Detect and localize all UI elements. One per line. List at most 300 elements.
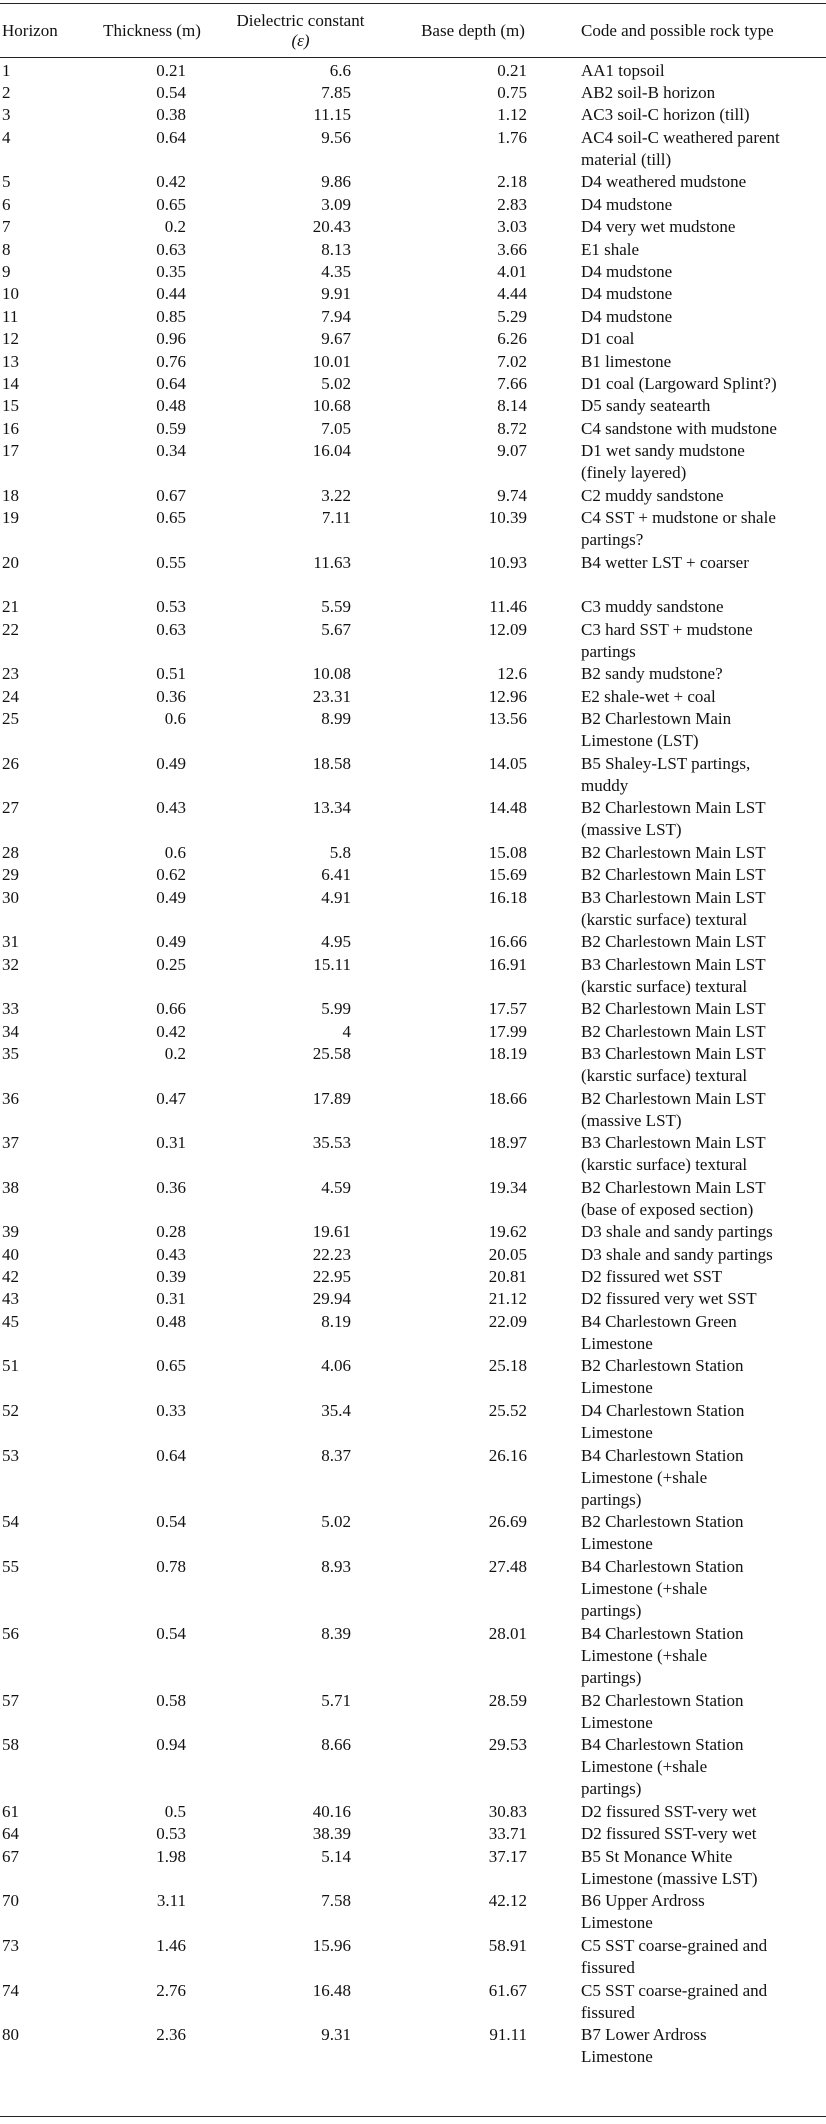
cell-code-line: Limestone (+shale xyxy=(581,1467,708,1487)
cell-code xyxy=(563,104,826,126)
cell-code-line: AC3 soil-C horizon (till) xyxy=(581,105,750,125)
cell-base-depth: 20.81 xyxy=(488,1267,527,1287)
cell-thickness: 0.58 xyxy=(156,1690,186,1710)
cell-code-line: C3 hard SST + mudstone xyxy=(581,619,753,639)
cell-code-line: B2 Charlestown Main LST xyxy=(581,1088,766,1108)
table-row xyxy=(0,1400,826,1445)
cell-code-line: fissured xyxy=(581,1957,635,1977)
cell-code xyxy=(563,171,826,193)
cell-horizon: 33 xyxy=(2,999,19,1019)
cell-code xyxy=(563,1021,826,1043)
cell-dielectric: 9.67 xyxy=(321,329,351,349)
cell-horizon: 2 xyxy=(2,83,11,102)
cell-code xyxy=(563,1266,826,1288)
cell-horizon: 22 xyxy=(2,619,19,639)
cell-code-line: D3 shale and sandy partings xyxy=(581,1222,773,1242)
rock-type-table xyxy=(0,3,826,2069)
cell-horizon: 53 xyxy=(2,1445,19,1465)
table-row xyxy=(0,842,826,864)
cell-code xyxy=(563,1288,826,1310)
cell-code xyxy=(563,1801,826,1823)
cell-thickness: 0.63 xyxy=(156,619,186,639)
cell-code-line: D2 fissured SST-very wet xyxy=(581,1824,757,1844)
cell-horizon: 64 xyxy=(2,1824,19,1844)
cell-code-line: B2 Charlestown Main LST xyxy=(581,1021,766,1041)
cell-dielectric: 13.34 xyxy=(312,798,351,818)
cell-base-depth: 42.12 xyxy=(488,1891,527,1911)
cell-thickness: 0.67 xyxy=(156,485,186,505)
cell-thickness: 0.5 xyxy=(164,1802,186,1822)
cell-thickness: 0.76 xyxy=(156,351,186,371)
cell-dielectric: 16.04 xyxy=(312,441,351,461)
cell-code-line: B2 Charlestown Main LST xyxy=(581,1177,766,1197)
cell-base-depth: 3.03 xyxy=(497,217,527,237)
cell-dielectric: 6.6 xyxy=(329,61,351,80)
header-horizon: Horizon xyxy=(2,20,58,40)
cell-horizon: 57 xyxy=(2,1690,19,1710)
cell-base-depth: 18.66 xyxy=(488,1088,527,1108)
cell-code-line: D4 weathered mudstone xyxy=(581,172,747,192)
cell-horizon: 56 xyxy=(2,1623,19,1643)
header-dielectric-label: Dielectric constant xyxy=(236,10,365,30)
table-row xyxy=(0,887,826,932)
cell-code xyxy=(563,2024,826,2069)
table-row xyxy=(0,663,826,685)
cell-dielectric: 10.68 xyxy=(312,396,351,416)
cell-code xyxy=(563,1734,826,1801)
cell-code xyxy=(563,194,826,216)
cell-dielectric: 29.94 xyxy=(312,1289,351,1309)
table-row xyxy=(0,1623,826,1690)
table-row xyxy=(0,1734,826,1801)
cell-thickness: 0.48 xyxy=(156,1311,186,1331)
cell-code-line: D4 mudstone xyxy=(581,261,673,281)
cell-horizon: 17 xyxy=(2,441,19,461)
table-row xyxy=(0,1177,826,1222)
table-row xyxy=(0,1221,826,1243)
cell-horizon: 15 xyxy=(2,396,19,416)
cell-horizon: 80 xyxy=(2,2025,19,2045)
header-base-depth: Base depth (m) xyxy=(421,20,525,40)
cell-horizon: 32 xyxy=(2,954,19,974)
table-row xyxy=(0,1801,826,1823)
table-row xyxy=(0,864,826,886)
cell-code-line: D1 coal (Largoward Splint?) xyxy=(581,373,777,393)
cell-code-line: C4 sandstone with mudstone xyxy=(581,418,777,438)
cell-code-line: D4 very wet mudstone xyxy=(581,217,736,237)
cell-horizon: 21 xyxy=(2,597,19,617)
cell-thickness: 0.64 xyxy=(156,373,186,393)
cell-horizon: 27 xyxy=(2,798,19,818)
cell-code-line: partings) xyxy=(581,1667,642,1687)
table-row xyxy=(0,1132,826,1177)
cell-code-line: D4 mudstone xyxy=(581,306,673,326)
header-dielectric xyxy=(218,4,383,58)
cell-thickness: 0.33 xyxy=(156,1401,186,1421)
cell-code xyxy=(563,1088,826,1133)
cell-base-depth: 4.44 xyxy=(497,284,527,304)
cell-code-line: B4 Charlestown Station xyxy=(581,1735,744,1755)
cell-dielectric: 8.37 xyxy=(321,1445,351,1465)
cell-base-depth: 25.52 xyxy=(488,1401,527,1421)
cell-dielectric: 3.09 xyxy=(321,194,351,214)
table-row xyxy=(0,2024,826,2069)
cell-code-line: Limestone (LST) xyxy=(581,731,699,750)
cell-thickness: 1.46 xyxy=(156,1935,186,1955)
cell-code xyxy=(563,1177,826,1222)
table-row xyxy=(0,708,826,753)
cell-code-line: Limestone xyxy=(581,1712,653,1732)
cell-code-line: B2 Charlestown Station xyxy=(581,1512,744,1532)
cell-horizon: 20 xyxy=(2,552,19,572)
cell-code-line: B2 Charlestown Station xyxy=(581,1356,744,1376)
table-row xyxy=(0,1021,826,1043)
cell-dielectric: 11.63 xyxy=(313,552,351,572)
cell-thickness: 0.62 xyxy=(156,865,186,885)
cell-code-line: C2 muddy sandstone xyxy=(581,485,724,505)
cell-dielectric: 5.67 xyxy=(321,619,351,639)
table-row xyxy=(0,239,826,261)
cell-horizon: 9 xyxy=(2,261,11,281)
cell-base-depth: 15.08 xyxy=(488,842,527,862)
table-row xyxy=(0,507,826,552)
cell-code-line: B2 Charlestown Main xyxy=(581,709,732,728)
cell-code xyxy=(563,216,826,238)
cell-dielectric: 20.43 xyxy=(312,217,351,237)
cell-code xyxy=(563,373,826,395)
cell-code-line: (massive LST) xyxy=(581,820,682,840)
cell-base-depth: 13.56 xyxy=(488,709,527,728)
cell-base-depth: 1.76 xyxy=(497,127,527,147)
cell-base-depth: 6.26 xyxy=(497,329,527,349)
cell-horizon: 10 xyxy=(2,284,19,304)
cell-thickness: 0.51 xyxy=(156,664,186,684)
cell-code xyxy=(563,1823,826,1845)
cell-horizon: 31 xyxy=(2,932,19,952)
cell-base-depth: 29.53 xyxy=(488,1735,527,1755)
cell-code-line: B2 Charlestown Station xyxy=(581,1690,744,1710)
table-row xyxy=(0,1288,826,1310)
cell-thickness: 3.11 xyxy=(156,1891,186,1911)
cell-thickness: 0.28 xyxy=(156,1222,186,1242)
cell-code-line: D4 mudstone xyxy=(581,284,673,304)
cell-thickness: 0.65 xyxy=(156,1356,186,1376)
cell-thickness: 0.63 xyxy=(156,239,186,259)
cell-code-line: B4 Charlestown Station xyxy=(581,1623,744,1643)
cell-dielectric: 4.59 xyxy=(321,1177,351,1197)
cell-dielectric: 18.58 xyxy=(312,753,351,773)
cell-code-line: E1 shale xyxy=(581,239,640,259)
cell-thickness: 0.53 xyxy=(156,1824,186,1844)
cell-code-line: B3 Charlestown Main LST xyxy=(581,1133,766,1153)
header-code: Code and possible rock type xyxy=(581,20,774,40)
cell-base-depth: 19.62 xyxy=(488,1222,527,1242)
cell-base-depth: 2.18 xyxy=(497,172,527,192)
cell-code-line: Limestone xyxy=(581,1333,653,1353)
cell-base-depth: 15.69 xyxy=(488,865,527,885)
cell-base-depth: 20.05 xyxy=(488,1244,527,1264)
cell-thickness: 0.42 xyxy=(156,1021,186,1041)
cell-code xyxy=(563,261,826,283)
cell-code xyxy=(563,998,826,1020)
cell-horizon: 13 xyxy=(2,351,19,371)
cell-code-line: B4 Charlestown Green xyxy=(581,1311,737,1331)
cell-base-depth: 26.69 xyxy=(488,1512,527,1532)
cell-code xyxy=(563,1556,826,1623)
cell-dielectric: 17.89 xyxy=(312,1088,351,1108)
cell-thickness: 0.85 xyxy=(156,306,186,326)
cell-code-line: B4 Charlestown Station xyxy=(581,1445,744,1465)
table-bottom-rule xyxy=(0,2116,826,2117)
cell-dielectric: 7.85 xyxy=(321,83,351,102)
table-row xyxy=(0,596,826,618)
cell-base-depth: 61.67 xyxy=(488,1980,527,2000)
cell-dielectric: 8.99 xyxy=(321,709,351,728)
cell-code-line: AB2 soil-B horizon xyxy=(581,83,716,102)
cell-code xyxy=(563,82,826,104)
cell-code-line: (karstic surface) textural xyxy=(581,1065,748,1085)
cell-dielectric: 5.02 xyxy=(321,1512,351,1532)
cell-dielectric: 5.59 xyxy=(321,597,351,617)
table-row xyxy=(0,418,826,440)
cell-thickness: 0.31 xyxy=(156,1133,186,1153)
cell-dielectric: 23.31 xyxy=(312,686,351,706)
cell-thickness: 0.2 xyxy=(164,217,186,237)
cell-code-line: Limestone xyxy=(581,1913,653,1933)
cell-thickness: 1.98 xyxy=(156,1846,186,1866)
cell-dielectric: 4.35 xyxy=(321,261,351,281)
cell-code xyxy=(563,842,826,864)
table-row xyxy=(0,1088,826,1133)
cell-dielectric: 7.58 xyxy=(321,1891,351,1911)
cell-code xyxy=(563,1890,826,1935)
cell-code-line: B2 Charlestown Main LST xyxy=(581,932,766,952)
cell-base-depth: 7.02 xyxy=(497,351,527,371)
cell-horizon: 28 xyxy=(2,842,19,862)
cell-code-line: B2 Charlestown Main LST xyxy=(581,798,766,818)
cell-base-depth: 16.91 xyxy=(488,954,527,974)
cell-base-depth: 16.18 xyxy=(488,887,527,907)
cell-code-line: C5 SST coarse-grained and xyxy=(581,1935,768,1955)
cell-code xyxy=(563,1511,826,1556)
table-row xyxy=(0,1935,826,1980)
cell-horizon: 42 xyxy=(2,1267,19,1287)
table-row xyxy=(0,261,826,283)
cell-dielectric: 15.11 xyxy=(313,954,351,974)
cell-dielectric: 22.95 xyxy=(312,1267,351,1287)
cell-dielectric: 6.41 xyxy=(321,865,351,885)
cell-code-line: D4 mudstone xyxy=(581,194,673,214)
header-dielectric-symbol: (ε) xyxy=(291,30,310,50)
cell-code-line: partings) xyxy=(581,1779,642,1799)
cell-horizon: 55 xyxy=(2,1557,19,1577)
cell-code xyxy=(563,440,826,485)
cell-thickness: 0.49 xyxy=(156,932,186,952)
table-row xyxy=(0,485,826,507)
cell-horizon: 43 xyxy=(2,1289,19,1309)
cell-dielectric: 8.66 xyxy=(321,1735,351,1755)
cell-base-depth: 8.72 xyxy=(497,418,527,438)
cell-code xyxy=(563,1690,826,1735)
cell-thickness: 0.25 xyxy=(156,954,186,974)
cell-code xyxy=(563,485,826,507)
cell-code-line: material (till) xyxy=(581,149,672,169)
cell-dielectric: 8.93 xyxy=(321,1557,351,1577)
cell-thickness: 0.6 xyxy=(164,709,186,728)
cell-horizon: 36 xyxy=(2,1088,19,1108)
cell-base-depth: 21.12 xyxy=(488,1289,527,1309)
cell-base-depth: 10.93 xyxy=(488,552,527,572)
cell-code xyxy=(563,596,826,618)
cell-base-depth: 22.09 xyxy=(488,1311,527,1331)
cell-code-line: AC4 soil-C weathered parent xyxy=(581,127,780,147)
cell-dielectric: 7.11 xyxy=(321,508,351,528)
cell-code xyxy=(563,1846,826,1891)
table-row xyxy=(0,1244,826,1266)
cell-dielectric: 9.56 xyxy=(321,127,351,147)
cell-dielectric: 11.15 xyxy=(313,105,351,125)
cell-code-line: Limestone xyxy=(581,1423,653,1443)
cell-horizon: 19 xyxy=(2,508,19,528)
cell-code-line: B3 Charlestown Main LST xyxy=(581,1043,766,1063)
cell-code xyxy=(563,283,826,305)
table-row xyxy=(0,797,826,842)
cell-code-line: B3 Charlestown Main LST xyxy=(581,954,766,974)
cell-code xyxy=(563,418,826,440)
cell-thickness: 0.65 xyxy=(156,194,186,214)
cell-thickness: 0.64 xyxy=(156,1445,186,1465)
cell-code xyxy=(563,1132,826,1177)
header-row xyxy=(0,4,826,58)
cell-code xyxy=(563,797,826,842)
cell-thickness: 0.53 xyxy=(156,597,186,617)
cell-code-line: D2 fissured SST-very wet xyxy=(581,1802,757,1822)
cell-base-depth: 11.46 xyxy=(489,597,527,617)
cell-base-depth: 33.71 xyxy=(488,1824,527,1844)
cell-code xyxy=(563,1980,826,2025)
cell-dielectric: 38.39 xyxy=(312,1824,351,1844)
cell-dielectric: 9.86 xyxy=(321,172,351,192)
table-row xyxy=(0,82,826,104)
cell-thickness: 0.42 xyxy=(156,172,186,192)
cell-code xyxy=(563,1043,826,1088)
table-row xyxy=(0,283,826,305)
cell-code xyxy=(563,328,826,350)
table-row xyxy=(0,753,826,798)
cell-code-line: (karstic surface) textural xyxy=(581,976,748,996)
cell-code-line: (karstic surface) textural xyxy=(581,909,748,929)
cell-horizon: 26 xyxy=(2,753,19,773)
cell-code-line: B2 Charlestown Main LST xyxy=(581,865,766,885)
cell-code-line: D5 sandy seatearth xyxy=(581,396,711,416)
cell-dielectric: 10.08 xyxy=(312,664,351,684)
cell-thickness: 0.44 xyxy=(156,284,186,304)
cell-code-line: partings) xyxy=(581,1601,642,1621)
cell-dielectric: 35.4 xyxy=(321,1401,351,1421)
cell-horizon: 16 xyxy=(2,418,19,438)
table-row xyxy=(0,194,826,216)
cell-horizon: 34 xyxy=(2,1021,19,1041)
cell-dielectric: 4.06 xyxy=(321,1356,351,1376)
cell-base-depth: 17.99 xyxy=(488,1021,527,1041)
table-row xyxy=(0,1311,826,1356)
table-row xyxy=(0,1511,826,1556)
cell-dielectric: 25.58 xyxy=(312,1043,351,1063)
cell-code-line: C5 SST coarse-grained and xyxy=(581,1980,768,2000)
cell-code-line xyxy=(581,574,822,596)
table-row xyxy=(0,171,826,193)
table-row xyxy=(0,552,826,597)
cell-code xyxy=(563,1623,826,1690)
table-row xyxy=(0,1355,826,1400)
cell-thickness: 0.65 xyxy=(156,508,186,528)
cell-code xyxy=(563,1355,826,1400)
table-header xyxy=(0,4,826,58)
cell-base-depth: 0.75 xyxy=(497,83,527,102)
cell-thickness: 0.21 xyxy=(156,61,186,80)
cell-code-line: D2 fissured very wet SST xyxy=(581,1289,757,1309)
table-row xyxy=(0,351,826,373)
cell-dielectric: 35.53 xyxy=(312,1133,351,1153)
cell-horizon: 45 xyxy=(2,1311,19,1331)
cell-code-line: B2 Charlestown Main LST xyxy=(581,999,766,1019)
cell-code-line: C3 muddy sandstone xyxy=(581,597,724,617)
cell-code-line: B5 St Monance White xyxy=(581,1846,733,1866)
cell-base-depth: 30.83 xyxy=(488,1802,527,1822)
cell-code-line: D1 wet sandy mudstone xyxy=(581,441,745,461)
cell-code-line: D2 fissured wet SST xyxy=(581,1267,723,1287)
cell-dielectric: 10.01 xyxy=(312,351,351,371)
cell-code xyxy=(563,954,826,999)
cell-base-depth: 5.29 xyxy=(497,306,527,326)
cell-base-depth: 9.74 xyxy=(497,485,527,505)
table-row xyxy=(0,954,826,999)
cell-base-depth: 0.21 xyxy=(497,61,527,80)
cell-horizon: 1 xyxy=(2,61,11,80)
cell-code-line: Limestone xyxy=(581,1378,653,1398)
cell-dielectric: 8.19 xyxy=(321,1311,351,1331)
cell-code-line: D1 coal xyxy=(581,329,635,349)
cell-code-line: C4 SST + mudstone or shale xyxy=(581,508,776,528)
cell-code-line: AA1 topsoil xyxy=(581,61,665,80)
cell-base-depth: 18.19 xyxy=(488,1043,527,1063)
cell-thickness: 0.78 xyxy=(156,1557,186,1577)
cell-code xyxy=(563,1311,826,1356)
cell-code-line: B5 Shaley-LST partings, xyxy=(581,753,751,773)
cell-dielectric: 5.02 xyxy=(321,373,351,393)
cell-base-depth: 16.66 xyxy=(488,932,527,952)
cell-code-line: (massive LST) xyxy=(581,1110,682,1130)
cell-horizon: 70 xyxy=(2,1891,19,1911)
cell-code-line: Limestone xyxy=(581,1534,653,1554)
cell-horizon: 74 xyxy=(2,1980,19,2000)
cell-thickness: 0.31 xyxy=(156,1289,186,1309)
cell-horizon: 54 xyxy=(2,1512,19,1532)
table-row xyxy=(0,1556,826,1623)
cell-code-line: (karstic surface) textural xyxy=(581,1155,748,1175)
cell-code xyxy=(563,708,826,753)
cell-dielectric: 4.91 xyxy=(321,887,351,907)
cell-code xyxy=(563,552,826,597)
cell-code xyxy=(563,686,826,708)
table-row xyxy=(0,1846,826,1891)
table-row xyxy=(0,686,826,708)
table-body xyxy=(0,58,826,2069)
cell-horizon: 51 xyxy=(2,1356,19,1376)
cell-dielectric: 4 xyxy=(342,1021,351,1041)
cell-thickness: 0.36 xyxy=(156,1177,186,1197)
cell-code-line: B2 Charlestown Main LST xyxy=(581,842,766,862)
